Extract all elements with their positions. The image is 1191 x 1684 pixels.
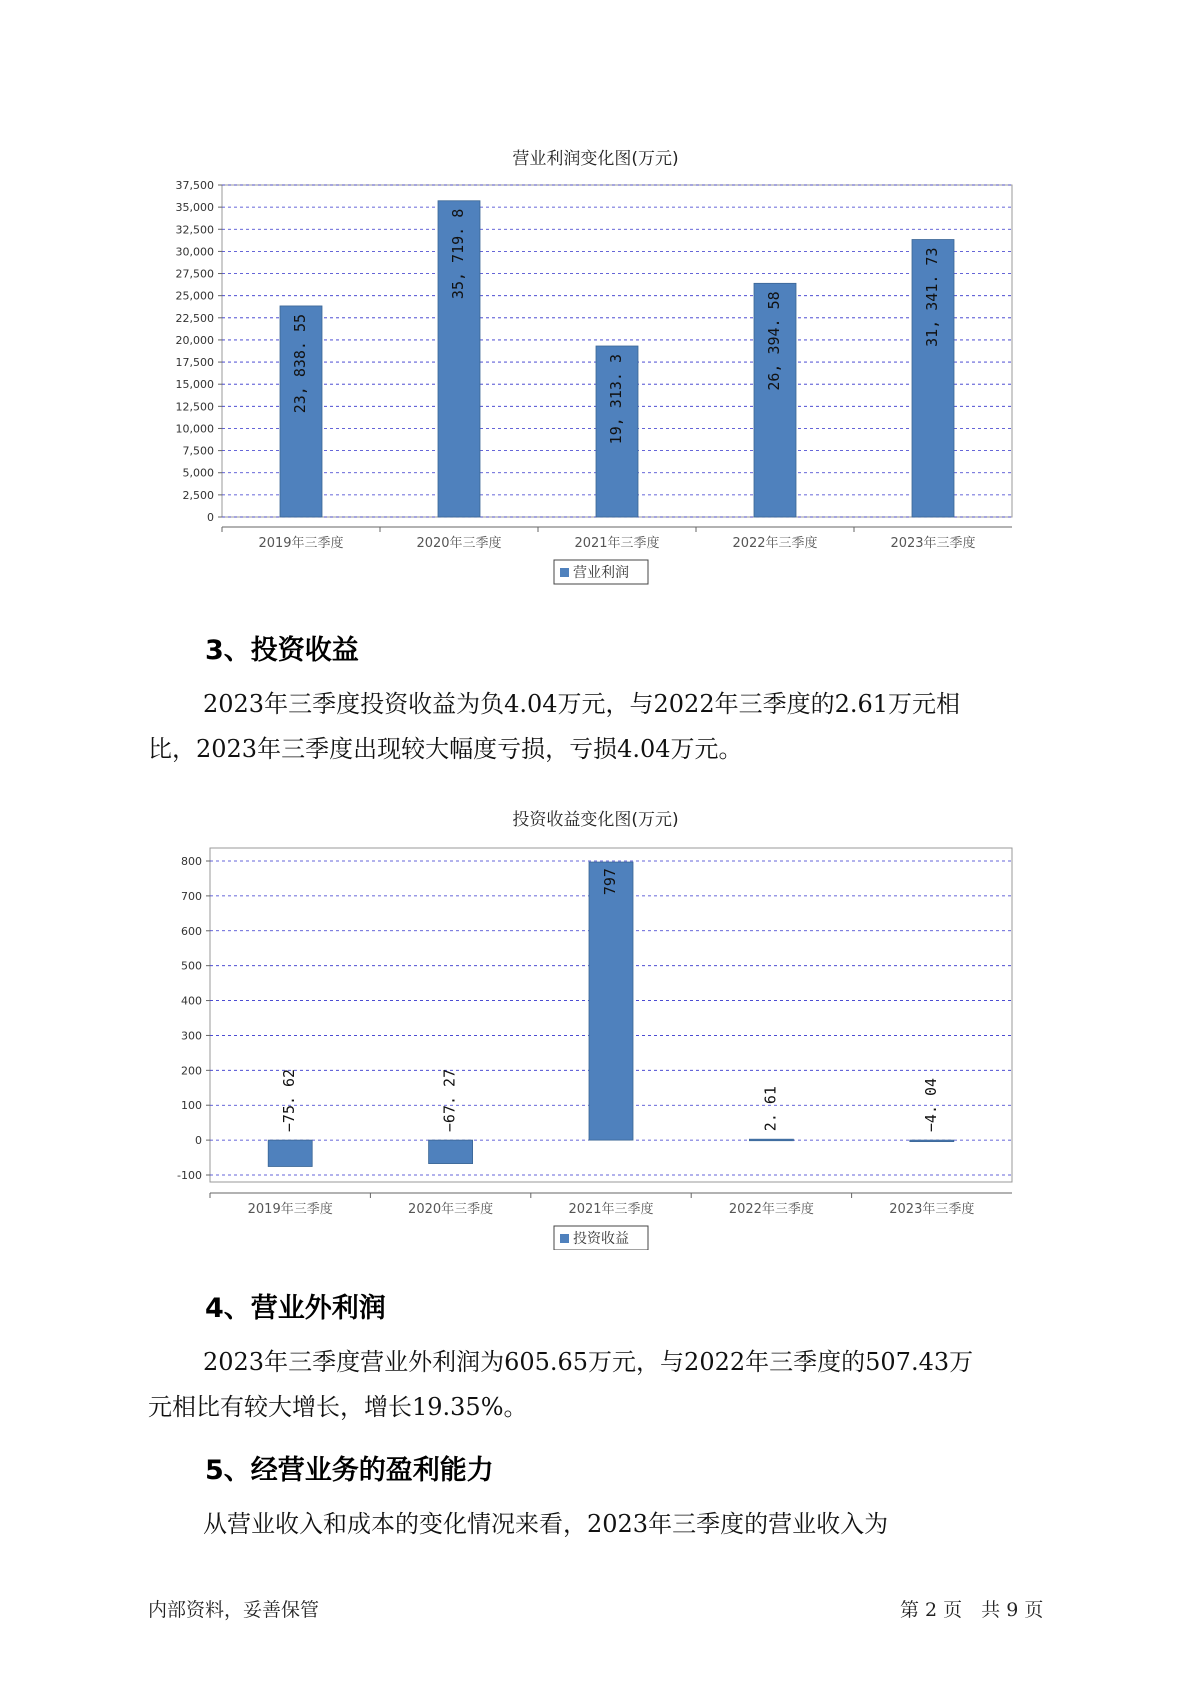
y-tick-label: 700 — [181, 889, 202, 903]
paragraph-line: 比，2023年三季度出现较大幅度亏损，亏损4.04万元。 — [148, 735, 743, 763]
y-tick-label: 15,000 — [175, 378, 214, 392]
paragraph-line: 从营业收入和成本的变化情况来看，2023年三季度的营业收入为 — [203, 1510, 889, 1538]
y-tick-label: 300 — [181, 1029, 202, 1043]
y-tick-label: 0 — [207, 511, 214, 524]
x-tick-label: 2022年三季度 — [732, 536, 818, 551]
data-label: 23, 838. 55 — [291, 313, 309, 414]
x-tick-label: 2023年三季度 — [889, 1202, 975, 1217]
y-tick-label: 27,500 — [175, 267, 214, 281]
y-tick-label: 800 — [181, 855, 202, 868]
bar — [749, 1139, 793, 1141]
bar — [429, 1140, 473, 1163]
footer-confidential-note: 内部资料，妥善保管 — [148, 1599, 320, 1621]
x-tick-label: 2022年三季度 — [728, 1202, 814, 1217]
y-tick-label: 2,500 — [182, 488, 214, 502]
investment-income-chart — [0, 820, 1191, 1250]
y-tick-label: 600 — [181, 924, 202, 938]
legend-label: 营业利润 — [573, 565, 629, 581]
data-label: 797 — [601, 868, 619, 896]
data-label: −4. 04 — [921, 1077, 940, 1133]
y-tick-label: 20,000 — [175, 333, 214, 347]
y-tick-label: 25,000 — [175, 289, 214, 303]
paragraph-nonoperating — [148, 1340, 1048, 1430]
y-tick-label: 17,500 — [175, 356, 214, 370]
data-label: 26, 394. 58 — [765, 291, 783, 391]
paragraph-line: 2023年三季度营业外利润为605.65万元，与2022年三季度的507.43万 — [203, 1348, 974, 1376]
paragraph-profitability — [148, 1502, 1048, 1547]
data-label: 35, 719. 8 — [449, 208, 467, 300]
y-tick-label: 200 — [181, 1064, 202, 1078]
section-heading-investment: 3、投资收益 — [205, 635, 359, 666]
bar — [268, 1140, 312, 1166]
x-tick-label: 2020年三季度 — [416, 536, 502, 551]
data-label: −75. 62 — [280, 1068, 299, 1133]
y-tick-label: 5,000 — [182, 466, 214, 480]
x-tick-label: 2020年三季度 — [408, 1202, 494, 1217]
legend-label: 投资收益 — [573, 1231, 629, 1247]
chart-title-operating-profit: 营业利润变化图(万元) — [512, 149, 679, 169]
y-tick-label: 35,000 — [175, 201, 214, 215]
y-tick-label: 12,500 — [175, 400, 214, 414]
data-label: 19, 313. 3 — [607, 354, 625, 445]
section-heading-nonoperating: 4、营业外利润 — [205, 1293, 386, 1324]
chart-title-investment-income: 投资收益变化图(万元) — [512, 810, 679, 830]
paragraph-line: 2023年三季度投资收益为负4.04万元，与2022年三季度的2.61万元相 — [203, 690, 961, 718]
y-tick-label: 0 — [195, 1134, 202, 1148]
operating-profit-chart — [0, 160, 1191, 590]
x-tick-label: 2021年三季度 — [574, 536, 660, 551]
y-tick-label: 10,000 — [175, 422, 214, 436]
y-tick-label: -100 — [177, 1169, 202, 1182]
y-tick-label: 30,000 — [175, 245, 214, 259]
footer-page-number: 第 2 页 共 9 页 — [900, 1599, 1044, 1621]
legend-swatch — [560, 568, 569, 577]
data-label: −67. 27 — [440, 1068, 459, 1133]
y-tick-label: 500 — [181, 959, 202, 973]
x-tick-label: 2021年三季度 — [568, 1202, 654, 1217]
bar — [910, 1140, 954, 1142]
paragraph-line: 元相比有较大增长，增长19.35%。 — [148, 1393, 528, 1421]
y-tick-label: 32,500 — [175, 223, 214, 237]
x-tick-label: 2019年三季度 — [247, 1202, 333, 1217]
section-heading-profitability: 5、经营业务的盈利能力 — [205, 1455, 494, 1486]
data-label: 2. 61 — [761, 1086, 780, 1132]
y-tick-label: 37,500 — [175, 179, 214, 192]
x-tick-label: 2019年三季度 — [258, 536, 344, 551]
y-tick-label: 100 — [181, 1099, 202, 1113]
legend-swatch — [560, 1234, 569, 1243]
y-tick-label: 400 — [181, 994, 202, 1008]
y-tick-label: 22,500 — [175, 311, 214, 325]
bar — [589, 862, 633, 1140]
paragraph-investment — [148, 682, 1048, 772]
y-tick-label: 7,500 — [182, 444, 214, 458]
data-label: 31, 341. 73 — [923, 247, 941, 347]
x-tick-label: 2023年三季度 — [890, 536, 976, 551]
